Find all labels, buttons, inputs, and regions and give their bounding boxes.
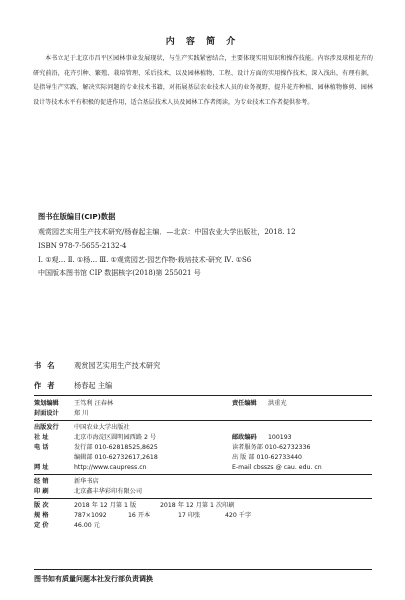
price-row <box>34 522 100 530</box>
distributor-value: 新华书店 <box>74 478 99 485</box>
cover-design-value: 郑 川 <box>74 410 89 417</box>
responsible-editor-label: 责任编辑 <box>232 400 257 407</box>
author-row <box>34 381 112 391</box>
phone-dept-editorial: 编辑部 010-62732617,2618 <box>74 454 158 461</box>
planning-editor-label: 策划编辑 <box>34 400 59 407</box>
postcode-label: 邮政编码 <box>232 434 257 441</box>
phone-publishing: 出 版 部 010-62733440 <box>232 454 302 461</box>
printer-value: 北京鑫丰华彩印有限公司 <box>74 488 143 495</box>
phone-label: 电 话 <box>34 444 49 451</box>
cover-design-row <box>34 410 88 418</box>
colophon-bottom-rule <box>34 569 372 570</box>
spec-row <box>34 512 107 520</box>
cip-heading: 图书在版编目(CIP)数据 <box>38 212 116 221</box>
cip-line-3: Ⅰ. ①观… Ⅱ. ①杨… Ⅲ. ①观赏园艺-园艺作物-栽培技术-研究 Ⅳ. ①S6 <box>38 256 252 264</box>
author-value: 杨春起 主编 <box>74 381 113 390</box>
website-value[interactable]: http://www.caupress.cn <box>74 464 147 471</box>
spec-size: 787×1092 <box>74 512 107 519</box>
book-title-value: 观赏园艺实用生产技术研究 <box>74 361 161 370</box>
author-label: 作者 <box>34 381 61 390</box>
book-title-label: 书名 <box>34 361 61 370</box>
phone-dept-distribution: 发行部 010-62818525,8625 <box>74 444 158 451</box>
cip-line-1: 观赏园艺实用生产技术研究/杨春起主编．—北京：中国农业大学出版社，2018. 12 <box>38 228 296 236</box>
website-row <box>34 464 147 472</box>
spec-words: 420 千字 <box>225 512 252 519</box>
phone-row-2 <box>34 454 158 462</box>
phone-reader-service: 读者服务部 010-62732336 <box>232 444 311 451</box>
cip-line-4: 中国版本图书馆 CIP 数据核字(2018)第 255021 号 <box>38 269 201 277</box>
spec-label: 规 格 <box>34 512 49 519</box>
publisher-value: 中国农业大学出版社 <box>74 424 130 431</box>
planning-editor-value: 王笃利 汪春林 <box>74 400 114 407</box>
colophon-rule-3 <box>34 474 372 475</box>
publisher-row <box>34 424 130 432</box>
edition-value: 2018 年 12 月第 1 版 <box>74 502 137 509</box>
email-value[interactable]: E-mail cbsszs @ cau. edu. cn <box>232 464 322 471</box>
edition-label: 版 次 <box>34 502 49 509</box>
summary-text: 本书立足于北京市昌平区园林事业发展现状，与生产实践紧密结合，主要体现实用知识和操作技能。内容涉及球根花卉的研究前沿，花卉引种、繁殖、栽培管理、采后技术，以及园林植物、工程、设计方面的实用操作技术，深入浅出，有理有据，是指导生产实践、解决实际问题的专业技术书籍，对拓展基层农业技术人员的业务视野，提升花卉种植、园林植物修剪、园林设计等技术水平有积极的促进作用，适合基层技术人员及园林工作者阅读，为专业技术工作者提供参考。 <box>33 55 373 106</box>
distributor-label: 经 销 <box>34 478 49 485</box>
publisher-label: 出版发行 <box>34 424 59 431</box>
responsible-editor-value: 洪重光 <box>268 400 287 407</box>
cip-isbn: ISBN 978-7-5655-2132-4 <box>38 242 127 250</box>
address-label: 社 址 <box>34 434 49 441</box>
price-value: 46.00 元 <box>74 522 100 529</box>
colophon-rule-4 <box>34 498 372 499</box>
book-title-row <box>34 361 160 371</box>
address-row <box>34 434 156 442</box>
edition-row <box>34 502 136 510</box>
planning-editor-row <box>34 400 113 408</box>
cover-design-label: 封面设计 <box>34 410 59 417</box>
phone-row-1 <box>34 444 158 452</box>
address-value: 北京市海淀区圆明园西路 2 号 <box>74 434 157 441</box>
print-value: 2018 年 12 月第 1 次印刷 <box>160 502 235 509</box>
website-label: 网 址 <box>34 464 49 471</box>
spec-format: 16 开本 <box>128 512 151 519</box>
responsible-editor-row <box>232 400 287 408</box>
distributor-row <box>34 478 99 486</box>
colophon-top-rule <box>34 395 372 396</box>
postcode-row <box>232 434 292 442</box>
colophon-rule-2 <box>34 420 372 421</box>
price-label: 定 价 <box>34 522 49 529</box>
postcode-value: 100193 <box>268 434 292 441</box>
printer-row <box>34 488 142 496</box>
summary-title: 内 容 简 介 <box>165 37 240 47</box>
footer-note: 图书如有质量问题本社发行部负责调换 <box>34 575 153 583</box>
spec-sheets: 17 印张 <box>178 512 201 519</box>
printer-label: 印 刷 <box>34 488 49 495</box>
